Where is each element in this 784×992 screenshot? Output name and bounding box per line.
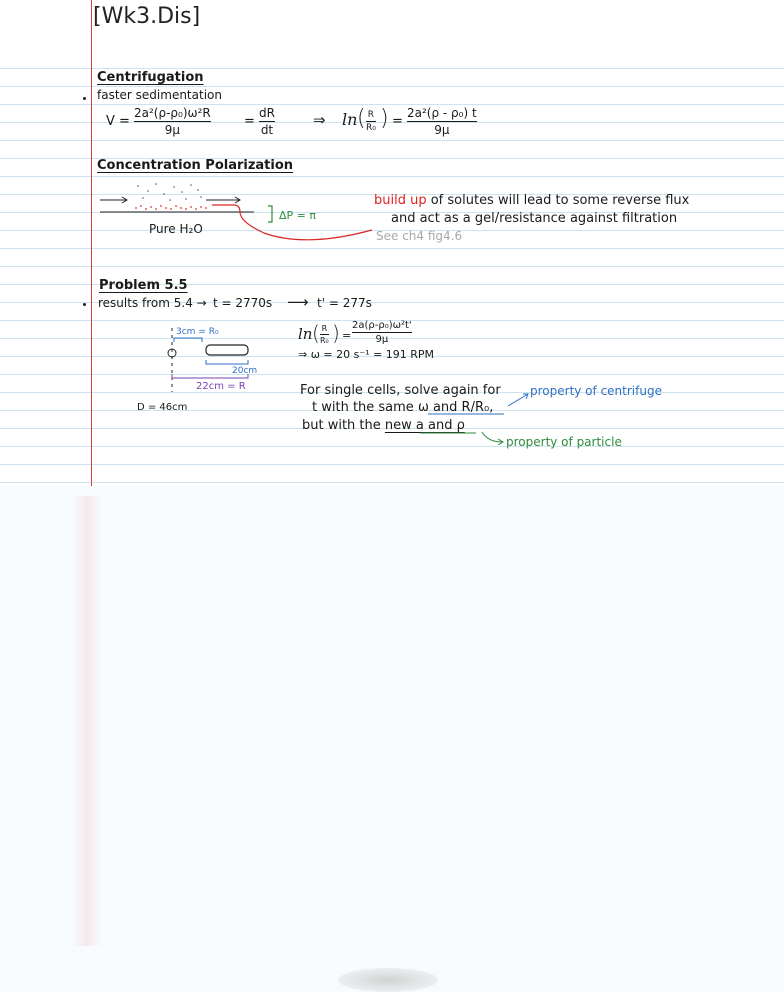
bottom-smudge bbox=[338, 968, 438, 992]
bullet bbox=[83, 303, 86, 306]
derivative-fraction bbox=[259, 106, 275, 137]
diameter-label: D = 46cm bbox=[137, 402, 188, 413]
omega-result: ⇒ ω = 20 s⁻¹ = 191 RPM bbox=[298, 348, 435, 361]
open-paren: ( bbox=[312, 321, 320, 345]
close-paren: ) bbox=[380, 106, 389, 131]
equals-sign: = bbox=[244, 114, 255, 129]
t-value: t = 2770s bbox=[213, 296, 273, 310]
rule-line bbox=[0, 464, 784, 465]
rule-line bbox=[0, 446, 784, 447]
fraction-bar bbox=[320, 334, 329, 335]
centrifugation-heading: Centrifugation bbox=[97, 70, 204, 85]
ratio-fraction bbox=[320, 324, 329, 345]
buildup-note-rest: of solutes will lead to some reverse flux bbox=[426, 193, 690, 208]
margin-shadow bbox=[72, 496, 102, 946]
rule-line bbox=[0, 140, 784, 141]
property-particle-label: property of particle bbox=[506, 435, 622, 449]
velocity-label: V = bbox=[106, 114, 130, 129]
result-fraction bbox=[407, 106, 477, 137]
rule-line bbox=[0, 374, 784, 375]
flow-arrow-right bbox=[206, 197, 240, 203]
derivative-numerator: dR bbox=[259, 106, 275, 120]
centrifuge-tube bbox=[206, 345, 248, 355]
velocity-denominator: 9μ bbox=[164, 123, 180, 137]
r0-bracket bbox=[174, 338, 202, 342]
pressure-bracket bbox=[268, 206, 272, 222]
fraction-bar bbox=[352, 332, 412, 333]
buildup-note-line1 bbox=[374, 193, 689, 208]
single-cells-line3-start: but with the bbox=[302, 418, 385, 433]
length-bracket bbox=[206, 360, 248, 364]
equals-sign: = bbox=[392, 114, 403, 129]
ratio-numerator: R bbox=[321, 324, 328, 333]
velocity-fraction bbox=[134, 106, 211, 137]
flow-arrow-left bbox=[100, 197, 127, 203]
bullet bbox=[83, 97, 86, 100]
velocity-numerator: 2a²(ρ-ρ₀)ω²R bbox=[134, 106, 211, 120]
result-denominator: 9μ bbox=[434, 123, 450, 137]
rule-line bbox=[0, 104, 784, 105]
rule-line bbox=[0, 176, 784, 177]
results-line: results from 5.4 → bbox=[98, 296, 207, 310]
equals-sign: = bbox=[342, 329, 352, 342]
solute-dots bbox=[137, 183, 202, 201]
close-paren: ) bbox=[332, 321, 340, 345]
rule-line bbox=[0, 248, 784, 249]
rule-line bbox=[0, 68, 784, 69]
derivative-denominator: dt bbox=[260, 123, 274, 137]
page-title: [Wk3.Dis] bbox=[93, 4, 201, 29]
ratio-numerator: R bbox=[367, 110, 375, 120]
rule-line bbox=[0, 86, 784, 87]
particle-arrow bbox=[482, 432, 503, 445]
buildup-highlight: build up bbox=[374, 193, 427, 208]
fraction-bar bbox=[407, 121, 477, 122]
solute-buildup bbox=[135, 205, 207, 210]
r-label: 22cm = R bbox=[196, 381, 246, 392]
open-paren: ( bbox=[357, 106, 366, 131]
buildup-note-line2: and act as a gel/resistance against filtration bbox=[391, 211, 678, 226]
r0-label: 3cm = R₀ bbox=[176, 327, 219, 337]
problem-heading: Problem 5.5 bbox=[99, 278, 188, 293]
ratio-denominator: R₀ bbox=[366, 123, 376, 133]
single-cells-line2: t with the same ω and R/R₀, bbox=[312, 400, 494, 415]
fraction-bar bbox=[259, 121, 275, 122]
arrow: ⟶ bbox=[287, 293, 309, 311]
ratio-fraction bbox=[366, 110, 376, 133]
omega-numerator: 2a(ρ-ρ₀)ω²t' bbox=[352, 320, 412, 331]
delta-p-label: ΔP = π bbox=[279, 209, 316, 222]
centrifuge-arrow bbox=[508, 394, 528, 406]
ln-label: ln bbox=[298, 325, 313, 343]
concentration-heading: Concentration Polarization bbox=[97, 158, 294, 173]
omega-fraction bbox=[352, 320, 412, 345]
particle-properties: new a and ρ bbox=[384, 418, 465, 433]
result-numerator: 2a²(ρ - ρ₀) t bbox=[407, 106, 477, 120]
centrifugation-note: faster sedimentation bbox=[97, 88, 222, 102]
t-prime-value: t' = 277s bbox=[317, 296, 372, 310]
omega-denominator: 9μ bbox=[375, 334, 389, 345]
fraction-bar bbox=[134, 121, 211, 122]
rule-line bbox=[0, 482, 784, 483]
water-label: Pure H₂O bbox=[149, 222, 203, 236]
ratio-denominator: R₀ bbox=[320, 336, 329, 345]
length-label: 20cm bbox=[232, 366, 258, 376]
ln-label: ln bbox=[342, 110, 358, 129]
property-centrifuge-label: property of centrifuge bbox=[530, 384, 662, 398]
reference-note: See ch4 fig4.6 bbox=[376, 229, 463, 243]
implies-arrow: ⇒ bbox=[313, 111, 326, 129]
fraction-bar bbox=[366, 121, 376, 122]
margin-line bbox=[91, 0, 92, 486]
rule-line bbox=[0, 266, 784, 267]
single-cells-line1: For single cells, solve again for bbox=[300, 383, 501, 398]
